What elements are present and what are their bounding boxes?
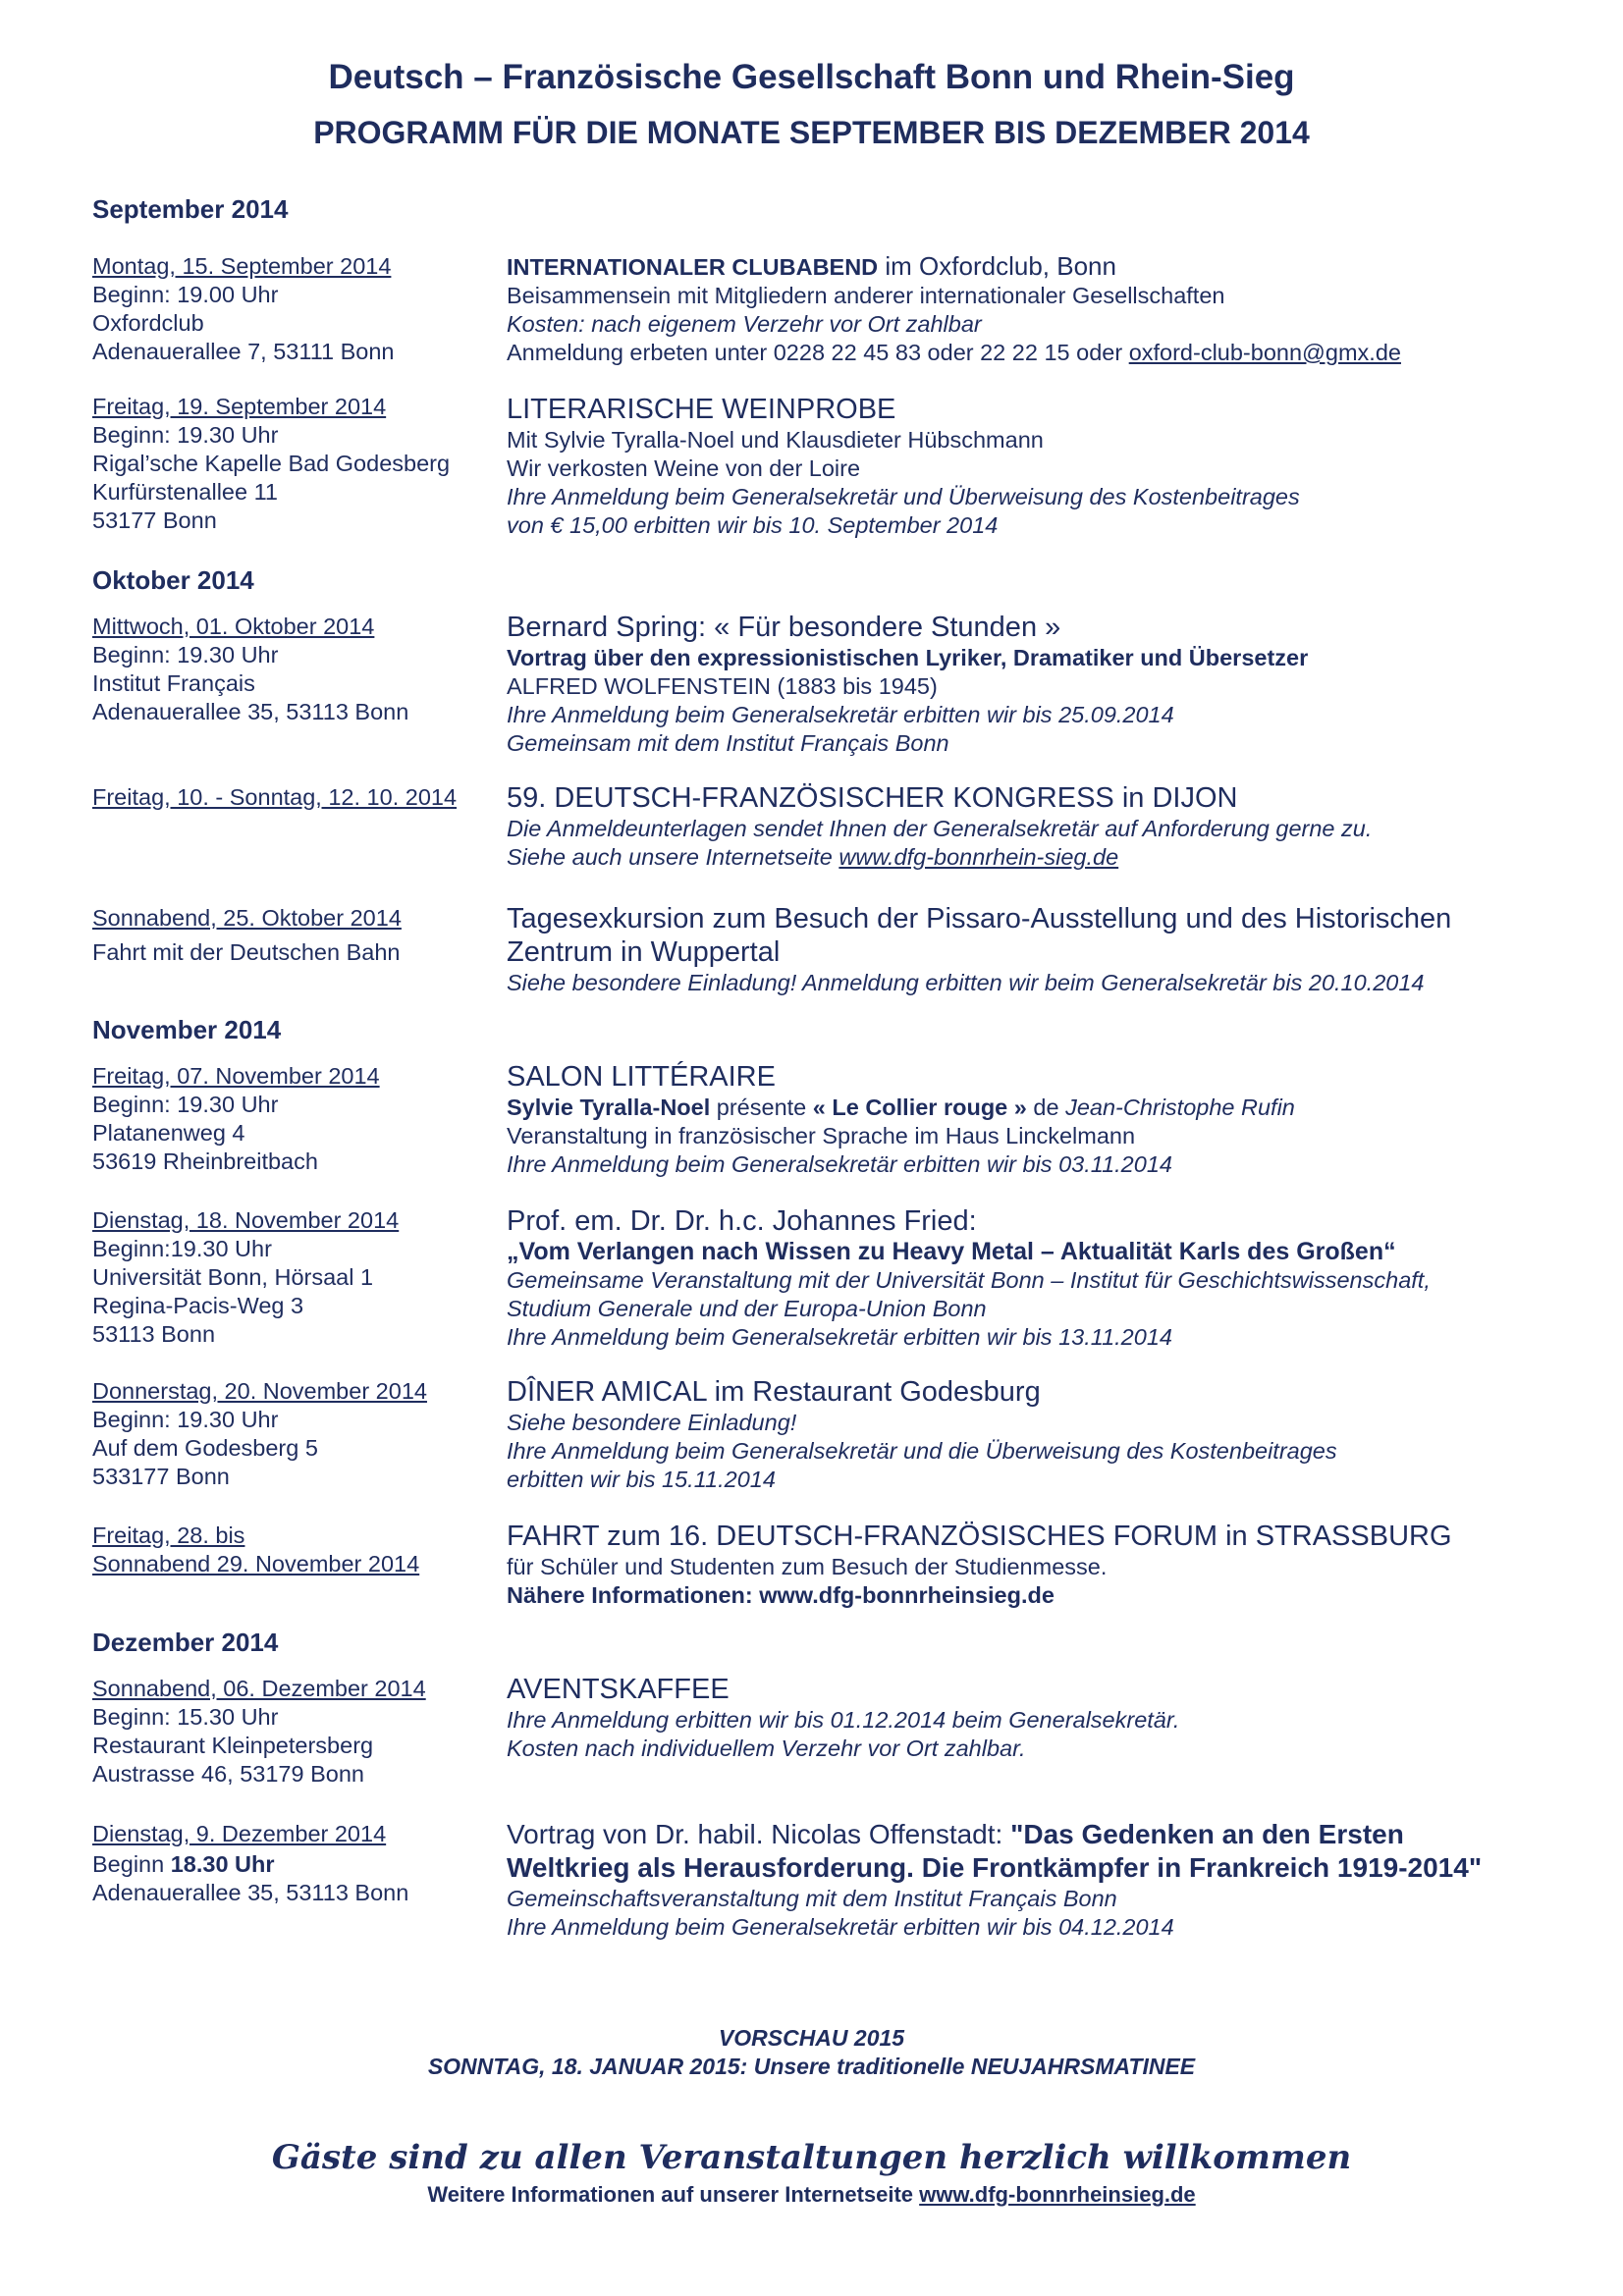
event-details [507,902,1545,997]
event-time: Beginn: 15.30 Uhr [92,1704,279,1730]
event-title: SALON LITTÉRAIRE [507,1061,776,1093]
email-link[interactable]: oxford-club-bonn@gmx.de [1128,340,1401,365]
connector-text: de [1026,1095,1066,1120]
lecture-title: "Das Gedenken an den Ersten [1010,1819,1404,1849]
event-details [507,1060,1545,1179]
event-date: Donnerstag, 20. November 2014 [92,1378,427,1404]
welcome-message: Gäste sind zu allen Veranstaltungen herzlich willkommen [271,2138,1352,2177]
event-title: FAHRT zum 16. DEUTSCH-FRANZÖSISCHES FORUM in STRASSBURG [507,1521,1452,1552]
event-date: Sonnabend, 06. Dezember 2014 [92,1676,426,1701]
event-title-line2: Zentrum in Wuppertal [507,936,781,968]
event-registration: Siehe besondere Einladung! Anmeldung erbitten wir beim Generalsekretär bis 20.10.2014 [507,970,1425,995]
event-venue: Institut Français [92,670,255,696]
program-title: PROGRAMM FÜR DIE MONATE SEPTEMBER BIS DEZEMBER 2014 [313,115,1310,150]
event-venue: Restaurant Kleinpetersberg [92,1733,374,1758]
event-title: Tagesexkursion zum Besuch der Pissaro-Ausstellung und des Historischen [507,903,1452,934]
event-date: Mittwoch, 01. Oktober 2014 [92,614,375,639]
event-description: ALFRED WOLFENSTEIN (1883 bis 1945) [507,673,938,699]
event-salon-litteraire [92,1060,1545,1179]
event-transport: Fahrt mit der Deutschen Bahn [92,939,401,965]
lecture-title-line2: Weltkrieg als Herausforderung. Die Frontkämpfer in Frankreich 1919-2014" [507,1852,1483,1883]
event-meta [92,1375,507,1494]
event-time: Beginn: 19.00 Uhr [92,282,279,307]
connector-text: présente [710,1095,813,1120]
event-date: Freitag, 28. bis [92,1522,245,1548]
event-registration: von € 15,00 erbitten wir bis 10. September 2014 [507,512,999,538]
month-heading-september: September 2014 [92,194,289,224]
month-heading-november: November 2014 [92,1015,282,1044]
event-venue: Oxfordclub [92,310,204,336]
event-title: AVENTSKAFFEE [507,1674,730,1705]
event-city: 53177 Bonn [92,507,217,533]
event-address: Adenauerallee 35, 53113 Bonn [92,699,409,724]
event-meta [92,1673,507,1789]
event-johannes-fried [92,1204,1545,1352]
event-description: Veranstaltung in französischer Sprache im Haus Linckelmann [507,1123,1136,1148]
event-time: Beginn:19.30 Uhr [92,1236,272,1261]
event-time: Beginn: 19.30 Uhr [92,1407,279,1432]
preview-text: SONNTAG, 18. JANUAR 2015: Unsere traditionelle NEUJAHRSMATINEE [427,2054,1196,2079]
event-offenstadt [92,1818,1545,1942]
author-name: Jean-Christophe Rufin [1065,1095,1295,1120]
event-address: Auf dem Godesberg 5 [92,1435,318,1461]
event-note: Siehe auch unsere Internetseite [507,844,839,870]
event-title: DÎNER AMICAL im Restaurant Godesburg [507,1376,1041,1408]
event-kongress-dijon [92,781,1545,872]
event-clubabend [92,252,1545,367]
month-heading-oktober: Oktober 2014 [92,565,254,595]
event-meta [92,781,507,872]
event-time: Beginn: 19.30 Uhr [92,1092,279,1117]
event-cost: Kosten nach individuellem Verzehr vor Ort zahlbar. [507,1735,1026,1761]
event-details [507,1204,1545,1352]
event-meta [92,252,507,367]
event-date: Freitag, 19. September 2014 [92,394,387,419]
event-address: Adenauerallee 7, 53111 Bonn [92,339,395,364]
event-address: Platanenweg 4 [92,1120,245,1146]
event-meta [92,1520,507,1610]
footer-website-link[interactable]: www.dfg-bonnrheinsieg.de [919,2182,1196,2207]
event-description: Beisammensein mit Mitgliedern anderer internationaler Gesellschaften [507,283,1225,308]
event-city: 533177 Bonn [92,1464,230,1489]
event-description: Wir verkosten Weine von der Loire [507,455,861,481]
event-time-label: Beginn [92,1851,171,1877]
event-date: Freitag, 10. - Sonntag, 12. 10. 2014 [92,784,458,810]
event-meta [92,611,507,758]
event-details [507,1818,1545,1942]
event-city: 53113 Bonn [92,1321,216,1347]
more-info [0,2181,1623,2209]
program-content [92,192,1545,1942]
book-title: « Le Collier rouge » [812,1095,1027,1120]
event-time: 18.30 Uhr [170,1851,275,1877]
event-date: Dienstag, 18. November 2014 [92,1207,400,1233]
event-date: Dienstag, 9. Dezember 2014 [92,1821,387,1846]
event-title-suffix: im Oxfordclub, Bonn [878,251,1116,281]
event-details [507,1375,1545,1494]
page-header [0,0,1623,153]
event-title: 59. DEUTSCH-FRANZÖSISCHER KONGRESS in DIJON [507,782,1238,814]
event-title: Prof. em. Dr. Dr. h.c. Johannes Fried: [507,1205,977,1237]
event-details [507,393,1545,540]
more-info-text: Weitere Informationen auf unserer Internetseite [427,2182,920,2207]
event-title: LITERARISCHE WEINPROBE [507,394,896,425]
event-description: Studium Generale und der Europa-Union Bonn [507,1296,987,1321]
society-title: Deutsch – Französische Gesellschaft Bonn und Rhein-Sieg [328,58,1295,96]
event-venue: Rigal’sche Kapelle Bad Godesberg [92,451,451,476]
event-weinprobe [92,393,1545,540]
event-registration: Ihre Anmeldung beim Generalsekretär erbitten wir bis 25.09.2014 [507,702,1174,727]
event-registration: Ihre Anmeldung beim Generalsekretär erbitten wir bis 13.11.2014 [507,1324,1172,1350]
event-note: Gemeinschaftsveranstaltung mit dem Institut Français Bonn [507,1886,1117,1911]
event-description: für Schüler und Studenten zum Besuch der Studienmesse. [507,1554,1108,1579]
event-meta [92,902,507,997]
speaker-name: Sylvie Tyralla-Noel [507,1095,711,1120]
event-registration: Anmeldung erbeten unter 0228 22 45 83 oder 22 22 15 oder [507,340,1129,365]
event-title: INTERNATIONALER CLUBABEND [507,254,879,280]
preview-heading: VORSCHAU 2015 [718,2025,905,2051]
event-meta [92,393,507,540]
event-registration: Ihre Anmeldung erbitten wir bis 01.12.2014 beim Generalsekretär. [507,1707,1180,1733]
event-title: Vortrag von Dr. habil. Nicolas Offenstadt: [507,1819,1011,1849]
event-address: Regina-Pacis-Weg 3 [92,1293,304,1318]
event-details [507,1520,1545,1610]
event-description: Mit Sylvie Tyralla-Noel und Klausdieter Hübschmann [507,427,1044,453]
event-registration: Ihre Anmeldung beim Generalsekretär und Überweisung des Kostenbeitrages [507,484,1300,509]
lecture-title: „Vom Verlangen nach Wissen zu Heavy Metal – Aktualität Karls des Großen“ [507,1238,1396,1265]
website-link[interactable]: www.dfg-bonnrhein-sieg.de [839,844,1119,870]
event-registration: Ihre Anmeldung beim Generalsekretär erbitten wir bis 03.11.2014 [507,1151,1172,1177]
event-meta [92,1060,507,1179]
event-time: Beginn: 19.30 Uhr [92,422,279,448]
event-info: Nähere Informationen: www.dfg-bonnrheinsieg.de [507,1582,1055,1608]
closing-section [0,2136,1623,2209]
event-date: Freitag, 07. November 2014 [92,1063,380,1089]
event-meta [92,1818,507,1942]
event-address: Austrasse 46, 53179 Bonn [92,1761,364,1787]
event-description: Vortrag über den expressionistischen Lyriker, Dramatiker und Übersetzer [507,645,1309,670]
event-details [507,611,1545,758]
event-aventskaffee [92,1673,1545,1789]
event-tagesexkursion [92,902,1545,997]
event-description: Gemeinsame Veranstaltung mit der Universität Bonn – Institut für Geschichtswissenschaft, [507,1267,1431,1293]
event-registration: Ihre Anmeldung beim Generalsekretär erbitten wir bis 04.12.2014 [507,1914,1174,1940]
event-diner-amical [92,1375,1545,1494]
event-venue: Universität Bonn, Hörsaal 1 [92,1264,374,1290]
event-date: Sonnabend, 25. Oktober 2014 [92,905,402,931]
event-address: Kurfürstenallee 11 [92,479,278,505]
event-date-end: Sonnabend 29. November 2014 [92,1551,420,1576]
event-title: Bernard Spring: « Für besondere Stunden » [507,612,1061,643]
event-details [507,252,1545,367]
event-registration: Ihre Anmeldung beim Generalsekretär und die Überweisung des Kostenbeitrages [507,1438,1337,1464]
event-meta [92,1204,507,1352]
event-details [507,1673,1545,1789]
event-city: 53619 Rheinbreitbach [92,1148,318,1174]
event-details [507,781,1545,872]
event-bernard-spring [92,611,1545,758]
preview-section [0,2024,1623,2081]
event-forum-strassburg [92,1520,1545,1610]
event-description: Die Anmeldeunterlagen sendet Ihnen der Generalsekretär auf Anforderung gerne zu. [507,816,1373,841]
event-address: Adenauerallee 35, 53113 Bonn [92,1880,409,1905]
event-cost: Kosten: nach eigenem Verzehr vor Ort zahlbar [507,311,982,337]
month-heading-dezember: Dezember 2014 [92,1628,279,1657]
event-time: Beginn: 19.30 Uhr [92,642,279,667]
event-registration: erbitten wir bis 15.11.2014 [507,1467,776,1492]
event-date: Montag, 15. September 2014 [92,253,392,279]
event-note: Siehe besondere Einladung! [507,1410,797,1435]
event-note: Gemeinsam mit dem Institut Français Bonn [507,730,949,756]
